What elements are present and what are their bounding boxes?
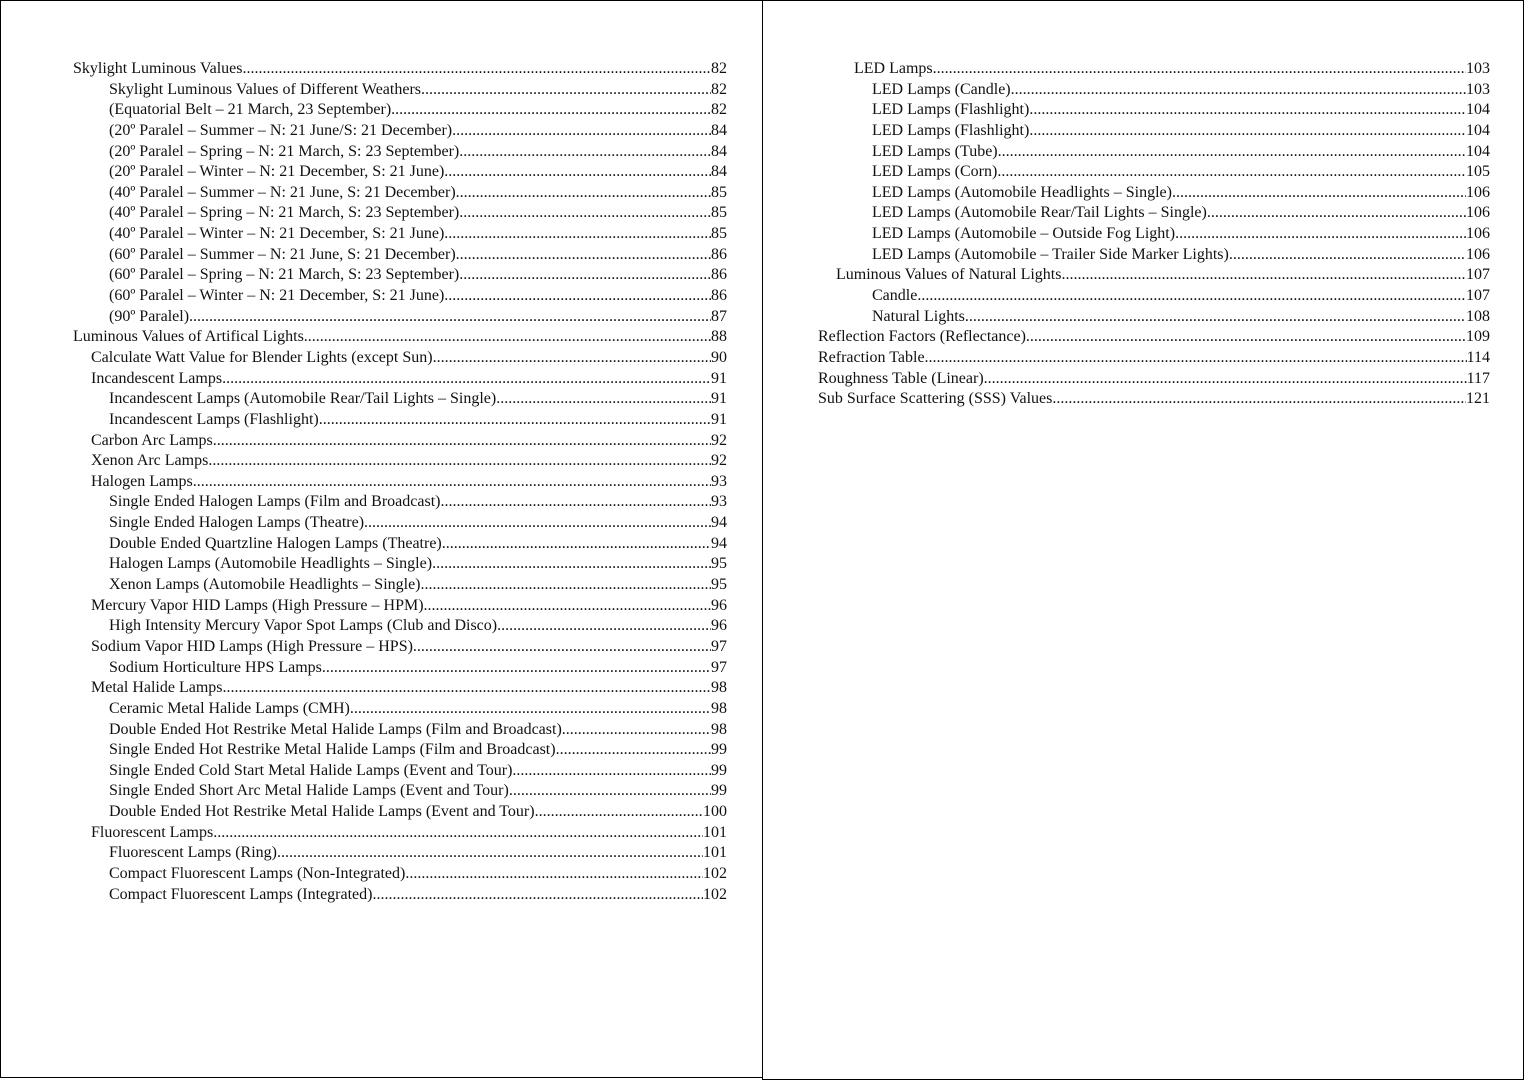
toc-entry-title: Compact Fluorescent Lamps (Integrated) xyxy=(109,885,373,903)
toc-entry[interactable] xyxy=(73,80,727,101)
toc-entry-title: LED Lamps (Candle) xyxy=(872,80,1011,98)
toc-entry-title: High Intensity Mercury Vapor Spot Lamps (Club and Disco) xyxy=(109,617,498,635)
toc-entry-title: Halogen Lamps xyxy=(91,472,193,490)
toc-page-number: 104 xyxy=(1466,121,1490,139)
toc-entry[interactable] xyxy=(73,224,727,245)
toc-entry-title: Sub Surface Scattering (SSS) Values xyxy=(818,390,1053,408)
toc-entry-title: (40º Paralel – Summer – N: 21 June, S: 21 December) xyxy=(109,183,456,201)
toc-dot-leader xyxy=(562,720,711,741)
toc-entry[interactable] xyxy=(73,761,727,782)
right-page xyxy=(762,0,1524,1080)
toc-entry-title: Single Ended Halogen Lamps (Theatre) xyxy=(109,514,365,532)
toc-entry-title: Carbon Arc Lamps xyxy=(91,431,213,449)
toc-entry[interactable] xyxy=(73,100,727,121)
toc-entry-title: (Equatorial Belt – 21 March, 23 September) xyxy=(109,101,392,119)
table-of-contents-right xyxy=(818,59,1490,410)
toc-page-number: 84 xyxy=(711,121,727,139)
toc-page-number: 99 xyxy=(711,741,727,759)
toc-dot-leader xyxy=(413,637,711,658)
toc-entry[interactable] xyxy=(818,265,1490,286)
toc-dot-leader xyxy=(350,699,711,720)
toc-dot-leader xyxy=(1172,183,1466,204)
toc-dot-leader xyxy=(984,369,1467,390)
toc-entry-title: (20º Paralel – Spring – N: 21 March, S: 23 September) xyxy=(109,142,460,160)
toc-entry[interactable] xyxy=(73,410,727,431)
toc-page-number: 97 xyxy=(711,658,727,676)
toc-page-number: 108 xyxy=(1466,307,1490,325)
toc-entry[interactable] xyxy=(73,451,727,472)
toc-page-number: 106 xyxy=(1466,225,1490,243)
toc-entry-title: Single Ended Short Arc Metal Halide Lamps (Event and Tour) xyxy=(109,782,509,800)
toc-dot-leader xyxy=(1029,100,1466,121)
toc-entry-title: Single Ended Halogen Lamps (Film and Broadcast) xyxy=(109,493,441,511)
toc-entry[interactable] xyxy=(818,59,1490,80)
toc-entry[interactable] xyxy=(818,100,1490,121)
toc-dot-leader xyxy=(213,431,711,452)
toc-page-number: 86 xyxy=(711,287,727,305)
toc-page-number: 96 xyxy=(711,596,727,614)
toc-dot-leader xyxy=(421,575,711,596)
toc-page-number: 106 xyxy=(1466,183,1490,201)
toc-entry[interactable] xyxy=(73,637,727,658)
toc-entry-title: (20º Paralel – Summer – N: 21 June/S: 21 December) xyxy=(109,121,453,139)
toc-entry[interactable] xyxy=(73,142,727,163)
toc-entry-title: LED Lamps (Flashlight) xyxy=(872,121,1030,139)
toc-entry[interactable] xyxy=(818,245,1490,266)
toc-entry[interactable] xyxy=(73,389,727,410)
toc-page-number: 107 xyxy=(1466,266,1490,284)
toc-page-number: 93 xyxy=(711,472,727,490)
toc-entry[interactable] xyxy=(73,658,727,679)
toc-page-number: 106 xyxy=(1466,204,1490,222)
toc-entry[interactable] xyxy=(73,327,727,348)
toc-dot-leader xyxy=(459,203,711,224)
toc-page-number: 100 xyxy=(703,803,727,821)
toc-entry-title: Metal Halide Lamps xyxy=(91,679,223,697)
toc-dot-leader xyxy=(277,843,703,864)
toc-entry-title: Double Ended Hot Restrike Metal Halide Lamps (Event and Tour) xyxy=(109,803,535,821)
toc-dot-leader xyxy=(442,534,711,555)
toc-page-number: 105 xyxy=(1466,163,1490,181)
toc-page-number: 95 xyxy=(711,555,727,573)
toc-entry-title: (60º Paralel – Winter – N: 21 December, S: 21 June) xyxy=(109,287,445,305)
toc-entry[interactable] xyxy=(818,389,1490,410)
toc-entry-title: (90º Paralel) xyxy=(109,307,190,325)
toc-entry-title: LED Lamps (Automobile Rear/Tail Lights – Single) xyxy=(872,204,1207,222)
toc-dot-leader xyxy=(917,286,1466,307)
toc-entry[interactable] xyxy=(73,554,727,575)
toc-dot-leader xyxy=(1052,389,1466,410)
toc-entry[interactable] xyxy=(73,534,727,555)
toc-page-number: 107 xyxy=(1466,287,1490,305)
toc-entry-title: Roughness Table (Linear) xyxy=(818,369,984,387)
toc-entry[interactable] xyxy=(73,472,727,493)
toc-dot-leader xyxy=(444,224,711,245)
toc-dot-leader xyxy=(456,245,711,266)
toc-entry-title: (60º Paralel – Spring – N: 21 March, S: 23 September) xyxy=(109,266,460,284)
toc-entry-title: (60º Paralel – Summer – N: 21 June, S: 21 December) xyxy=(109,245,456,263)
toc-entry[interactable] xyxy=(818,307,1490,328)
toc-entry[interactable] xyxy=(73,121,727,142)
toc-dot-leader xyxy=(1229,245,1466,266)
toc-entry[interactable] xyxy=(73,162,727,183)
toc-page-number: 82 xyxy=(711,60,727,77)
toc-entry-title: Incandescent Lamps (Automobile Rear/Tail Lights – Single) xyxy=(109,390,497,408)
toc-page-number: 106 xyxy=(1466,245,1490,263)
toc-dot-leader xyxy=(444,286,711,307)
toc-entry-title: (40º Paralel – Winter – N: 21 December, S: 21 June) xyxy=(109,225,445,243)
toc-entry[interactable] xyxy=(73,596,727,617)
toc-dot-leader xyxy=(405,864,703,885)
toc-dot-leader xyxy=(496,389,711,410)
toc-entry-title: Luminous Values of Natural Lights xyxy=(836,266,1062,284)
toc-page-number: 85 xyxy=(711,183,727,201)
toc-entry[interactable] xyxy=(73,203,727,224)
toc-dot-leader xyxy=(535,802,703,823)
toc-entry-title: Compact Fluorescent Lamps (Non-Integrated) xyxy=(109,864,406,882)
toc-dot-leader xyxy=(322,658,711,679)
toc-dot-leader xyxy=(452,121,711,142)
toc-dot-leader xyxy=(998,142,1466,163)
toc-page-number: 88 xyxy=(711,328,727,346)
toc-entry-title: LED Lamps (Automobile Headlights – Single) xyxy=(872,183,1172,201)
toc-entry[interactable] xyxy=(73,307,727,328)
toc-page-number: 117 xyxy=(1466,369,1490,387)
toc-entry-title: Mercury Vapor HID Lamps (High Pressure – HPM) xyxy=(91,596,424,614)
toc-page-number: 85 xyxy=(711,225,727,243)
toc-page-number: 82 xyxy=(711,80,727,98)
toc-entry[interactable] xyxy=(73,864,727,885)
toc-dot-leader xyxy=(444,162,711,183)
toc-page-number: 91 xyxy=(711,369,727,387)
toc-page-number: 98 xyxy=(711,679,727,697)
toc-entry-title: Natural Lights xyxy=(872,307,965,325)
toc-entry[interactable] xyxy=(73,843,727,864)
toc-entry[interactable] xyxy=(73,720,727,741)
toc-dot-leader xyxy=(965,307,1466,328)
toc-entry-title: Sodium Vapor HID Lamps (High Pressure – HPS) xyxy=(91,637,413,655)
toc-entry-title: LED Lamps xyxy=(854,60,933,77)
toc-entry[interactable] xyxy=(73,59,727,80)
toc-entry[interactable] xyxy=(73,369,727,390)
toc-page-number: 91 xyxy=(711,390,727,408)
toc-entry[interactable] xyxy=(73,781,727,802)
toc-dot-leader xyxy=(933,59,1466,80)
toc-page-number: 94 xyxy=(711,514,727,532)
toc-entry[interactable] xyxy=(73,183,727,204)
toc-dot-leader xyxy=(208,451,711,472)
toc-page-number: 98 xyxy=(711,699,727,717)
toc-dot-leader xyxy=(1061,265,1466,286)
toc-page-number: 102 xyxy=(703,885,727,903)
toc-dot-leader xyxy=(372,885,703,906)
toc-page-number: 121 xyxy=(1466,390,1490,408)
toc-dot-leader xyxy=(432,554,711,575)
toc-page-number: 84 xyxy=(711,163,727,181)
toc-entry-title: LED Lamps (Tube) xyxy=(872,142,998,160)
toc-dot-leader xyxy=(512,761,711,782)
left-page xyxy=(0,0,763,1078)
toc-dot-leader xyxy=(459,265,711,286)
toc-entry[interactable] xyxy=(73,740,727,761)
toc-entry[interactable] xyxy=(73,348,727,369)
toc-entry[interactable] xyxy=(818,203,1490,224)
toc-entry-title: (40º Paralel – Spring – N: 21 March, S: 23 September) xyxy=(109,204,460,222)
toc-dot-leader xyxy=(925,348,1467,369)
toc-page-number: 101 xyxy=(703,844,727,862)
toc-page-number: 95 xyxy=(711,576,727,594)
toc-entry[interactable] xyxy=(73,513,727,534)
toc-page-number: 99 xyxy=(711,782,727,800)
toc-entry-title: Reflection Factors (Reflectance) xyxy=(818,328,1026,346)
toc-dot-leader xyxy=(424,596,711,617)
toc-entry[interactable] xyxy=(818,183,1490,204)
toc-entry[interactable] xyxy=(73,802,727,823)
toc-dot-leader xyxy=(459,142,711,163)
toc-entry-title: Double Ended Quartzline Halogen Lamps (Theatre) xyxy=(109,534,442,552)
toc-entry[interactable] xyxy=(73,616,727,637)
toc-entry-title: Incandescent Lamps (Flashlight) xyxy=(109,410,319,428)
toc-page-number: 114 xyxy=(1466,348,1490,366)
toc-entry-title: (20º Paralel – Winter – N: 21 December, S: 21 June) xyxy=(109,163,445,181)
toc-entry-title: Luminous Values of Artifical Lights xyxy=(73,328,304,346)
toc-dot-leader xyxy=(433,348,711,369)
toc-page-number: 99 xyxy=(711,761,727,779)
toc-page-number: 104 xyxy=(1466,101,1490,119)
toc-entry-title: Fluorescent Lamps xyxy=(91,823,214,841)
toc-dot-leader xyxy=(1175,224,1466,245)
toc-page-number: 103 xyxy=(1466,80,1490,98)
toc-dot-leader xyxy=(1011,80,1466,101)
toc-page-number: 84 xyxy=(711,142,727,160)
toc-dot-leader xyxy=(997,162,1466,183)
toc-entry-title: LED Lamps (Corn) xyxy=(872,163,998,181)
toc-entry-title: Single Ended Cold Start Metal Halide Lamps (Event and Tour) xyxy=(109,761,513,779)
toc-dot-leader xyxy=(213,823,703,844)
toc-entry-title: Sodium Horticulture HPS Lamps xyxy=(109,658,322,676)
toc-entry-title: Double Ended Hot Restrike Metal Halide Lamps (Film and Broadcast) xyxy=(109,720,562,738)
toc-dot-leader xyxy=(222,369,711,390)
toc-entry-title: Skylight Luminous Values xyxy=(73,60,243,77)
toc-page-number: 92 xyxy=(711,431,727,449)
toc-entry[interactable] xyxy=(818,286,1490,307)
toc-entry-title: Skylight Luminous Values of Different Weathers xyxy=(109,80,421,98)
toc-entry-title: Incandescent Lamps xyxy=(91,369,223,387)
toc-entry-title: Single Ended Hot Restrike Metal Halide Lamps (Film and Broadcast) xyxy=(109,741,556,759)
toc-page-number: 109 xyxy=(1466,328,1490,346)
toc-dot-leader xyxy=(556,740,711,761)
toc-entry-title: Fluorescent Lamps (Ring) xyxy=(109,844,277,862)
toc-entry-title: LED Lamps (Automobile – Trailer Side Marker Lights) xyxy=(872,245,1229,263)
toc-dot-leader xyxy=(391,100,711,121)
toc-entry[interactable] xyxy=(818,348,1490,369)
toc-dot-leader xyxy=(304,327,711,348)
toc-entry-title: Calculate Watt Value for Blender Lights (except Sun) xyxy=(91,348,433,366)
toc-page-number: 102 xyxy=(703,864,727,882)
toc-page-number: 87 xyxy=(711,307,727,325)
toc-entry-title: Ceramic Metal Halide Lamps (CMH) xyxy=(109,699,350,717)
toc-dot-leader xyxy=(364,513,711,534)
toc-entry[interactable] xyxy=(73,245,727,266)
toc-page-number: 85 xyxy=(711,204,727,222)
toc-entry[interactable] xyxy=(818,80,1490,101)
toc-page-number: 96 xyxy=(711,617,727,635)
toc-dot-leader xyxy=(319,410,711,431)
toc-entry[interactable] xyxy=(73,575,727,596)
toc-page-number: 104 xyxy=(1466,142,1490,160)
toc-page-number: 82 xyxy=(711,101,727,119)
toc-page-number: 98 xyxy=(711,720,727,738)
toc-dot-leader xyxy=(497,616,711,637)
toc-page-number: 93 xyxy=(711,493,727,511)
toc-entry[interactable] xyxy=(818,327,1490,348)
toc-entry[interactable] xyxy=(73,492,727,513)
toc-page-number: 94 xyxy=(711,534,727,552)
toc-page-number: 103 xyxy=(1466,60,1490,77)
toc-dot-leader xyxy=(509,781,711,802)
toc-entry-title: Xenon Arc Lamps xyxy=(91,452,209,470)
toc-entry[interactable] xyxy=(818,162,1490,183)
toc-dot-leader xyxy=(421,80,711,101)
toc-dot-leader xyxy=(223,678,711,699)
toc-entry-title: Halogen Lamps (Automobile Headlights – Single) xyxy=(109,555,433,573)
toc-page-number: 92 xyxy=(711,452,727,470)
toc-entry[interactable] xyxy=(73,265,727,286)
toc-entry[interactable] xyxy=(73,699,727,720)
toc-dot-leader xyxy=(189,307,711,328)
table-of-contents-left xyxy=(73,59,727,905)
toc-dot-leader xyxy=(1026,327,1466,348)
toc-entry[interactable] xyxy=(73,286,727,307)
toc-entry-title: Refraction Table xyxy=(818,348,925,366)
toc-entry[interactable] xyxy=(73,885,727,906)
toc-dot-leader xyxy=(440,492,711,513)
toc-page-number: 90 xyxy=(711,348,727,366)
toc-entry[interactable] xyxy=(818,369,1490,390)
toc-entry-title: Candle xyxy=(872,287,918,305)
toc-dot-leader xyxy=(1207,203,1466,224)
toc-entry[interactable] xyxy=(73,678,727,699)
toc-dot-leader xyxy=(456,183,711,204)
toc-entry-title: LED Lamps (Flashlight) xyxy=(872,101,1030,119)
toc-dot-leader xyxy=(193,472,711,493)
toc-page-number: 86 xyxy=(711,245,727,263)
toc-entry[interactable] xyxy=(818,121,1490,142)
toc-entry-title: Xenon Lamps (Automobile Headlights – Single) xyxy=(109,576,421,594)
toc-entry[interactable] xyxy=(818,224,1490,245)
toc-page-number: 101 xyxy=(703,823,727,841)
toc-entry-title: LED Lamps (Automobile – Outside Fog Light) xyxy=(872,225,1176,243)
toc-page-number: 97 xyxy=(711,637,727,655)
toc-entry[interactable] xyxy=(73,823,727,844)
toc-page-number: 91 xyxy=(711,410,727,428)
toc-dot-leader xyxy=(243,59,712,80)
toc-page-number: 86 xyxy=(711,266,727,284)
toc-entry[interactable] xyxy=(73,431,727,452)
toc-dot-leader xyxy=(1029,121,1466,142)
toc-entry[interactable] xyxy=(818,142,1490,163)
